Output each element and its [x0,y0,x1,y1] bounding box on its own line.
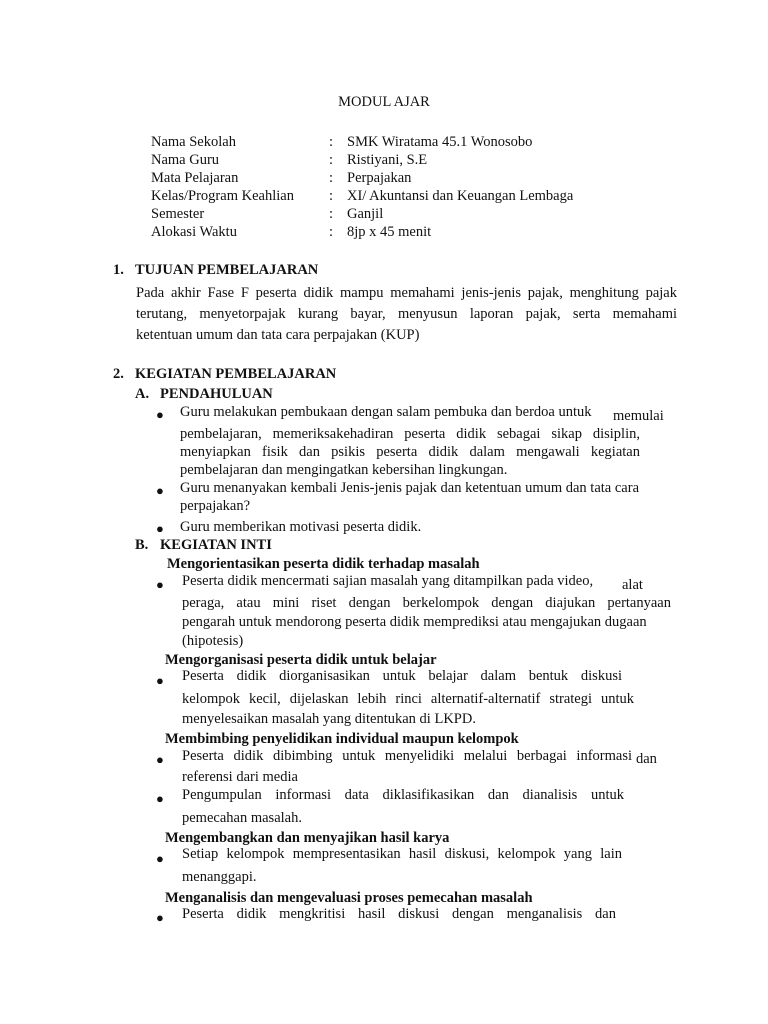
stage-title: Mengorientasikan peserta didik terhadap masalah [167,556,480,572]
info-value: SMK Wiratama 45.1 Wonosobo [347,134,533,150]
bullet-text: Guru menanyakan kembali Jenis-jenis pajak dan ketentuan umum dan tata cara [180,480,640,496]
info-value: Perpajakan [347,170,412,186]
section-number: 1. [113,262,124,278]
subsection-letter: A. [135,386,150,402]
bullet-text: menyelesaikan masalah yang ditentukan di LKPD. [182,711,476,727]
bullet-icon: ● [156,483,164,498]
bullet-icon: ● [156,910,164,925]
bullet-text: Setiap kelompok mempresentasikan hasil diskusi, kelompok yang lain [182,846,622,862]
info-label: Kelas/Program Keahlian [151,188,294,204]
bullet-text: menyiapkan fisik dan psikis peserta didik dalam mengawali kegiatan [180,444,640,460]
bullet-text: Peserta didik dibimbing untuk menyelidiki melalui berbagai informasi [182,748,632,764]
bullet-text: Pengumpulan informasi data diklasifikasikan dan dianalisis untuk [182,787,624,803]
bullet-text: Guru memberikan motivasi peserta didik. [180,519,422,535]
paragraph-line: ketentuan umum dan tata cara perpajakan (KUP) [136,327,420,343]
info-colon: : [329,134,334,150]
bullet-text: alat [622,577,643,593]
bullet-icon: ● [156,752,164,767]
info-value: 8jp x 45 menit [347,224,432,240]
bullet-icon: ● [156,673,164,688]
subsection-title: PENDAHULUAN [160,386,273,402]
bullet-text: pembelajaran dan mengingatkan kebersihan lingkungan. [180,462,508,478]
paragraph-line: Pada akhir Fase F peserta didik mampu memahami jenis-jenis pajak, menghitung pajak [136,285,677,301]
bullet-text: pemecahan masalah. [182,810,302,826]
info-label: Mata Pelajaran [151,170,239,186]
info-colon: : [329,152,334,168]
info-value: Ganjil [347,206,384,222]
bullet-text: Guru melakukan pembukaan dengan salam pembuka dan berdoa untuk [180,404,592,420]
info-value: XI/ Akuntansi dan Keuangan Lembaga [347,188,574,204]
stage-title: Membimbing penyelidikan individual maupun kelompok [165,731,519,747]
subsection-title: KEGIATAN INTI [160,537,272,553]
info-colon: : [329,206,334,222]
bullet-icon: ● [156,407,164,422]
bullet-text: kelompok kecil, dijelaskan lebih rinci alternatif-alternatif strategi untuk [182,691,634,707]
stage-title: Mengembangkan dan menyajikan hasil karya [165,830,450,846]
bullet-text: menanggapi. [182,869,257,885]
info-colon: : [329,224,334,240]
section-heading: KEGIATAN PEMBELAJARAN [135,366,337,382]
page-title: MODUL AJAR [338,94,430,110]
bullet-text: perpajakan? [180,498,251,514]
bullet-text: Peserta didik mengkritisi hasil diskusi dengan menganalisis dan [182,906,616,922]
stage-title: Mengorganisasi peserta didik untuk belajar [165,652,437,668]
info-label: Nama Guru [151,152,220,168]
bullet-icon: ● [156,577,164,592]
section-number: 2. [113,366,124,382]
bullet-text: pembelajaran, memeriksakehadiran peserta didik sebagai sikap disiplin, [180,426,640,442]
info-label: Semester [151,206,205,222]
bullet-text: pengarah untuk mendorong peserta didik memprediksi atau mengajukan dugaan [182,614,647,630]
paragraph-line: terutang, menyetorpajak kurang bayar, menyusun laporan pajak, serta memahami [136,306,677,322]
bullet-icon: ● [156,521,164,536]
bullet-text: (hipotesis) [182,633,244,649]
bullet-icon: ● [156,851,164,866]
info-value: Ristiyani, S.E [347,152,428,168]
stage-title: Menganalisis dan mengevaluasi proses pemecahan masalah [165,890,533,906]
info-colon: : [329,170,334,186]
bullet-text: Peserta didik diorganisasikan untuk belajar dalam bentuk diskusi [182,668,622,684]
bullet-text: Peserta didik mencermati sajian masalah yang ditampilkan pada video, [182,573,594,589]
bullet-icon: ● [156,791,164,806]
info-colon: : [329,188,334,204]
section-heading: TUJUAN PEMBELAJARAN [135,262,319,278]
bullet-text: referensi dari media [182,769,298,785]
subsection-letter: B. [135,537,149,553]
bullet-text: memulai [613,408,664,424]
info-label: Nama Sekolah [151,134,236,150]
bullet-text: peraga, atau mini riset dengan berkelompok dengan diajukan pertanyaan [182,595,671,611]
bullet-text: dan [636,751,657,767]
info-label: Alokasi Waktu [151,224,237,240]
